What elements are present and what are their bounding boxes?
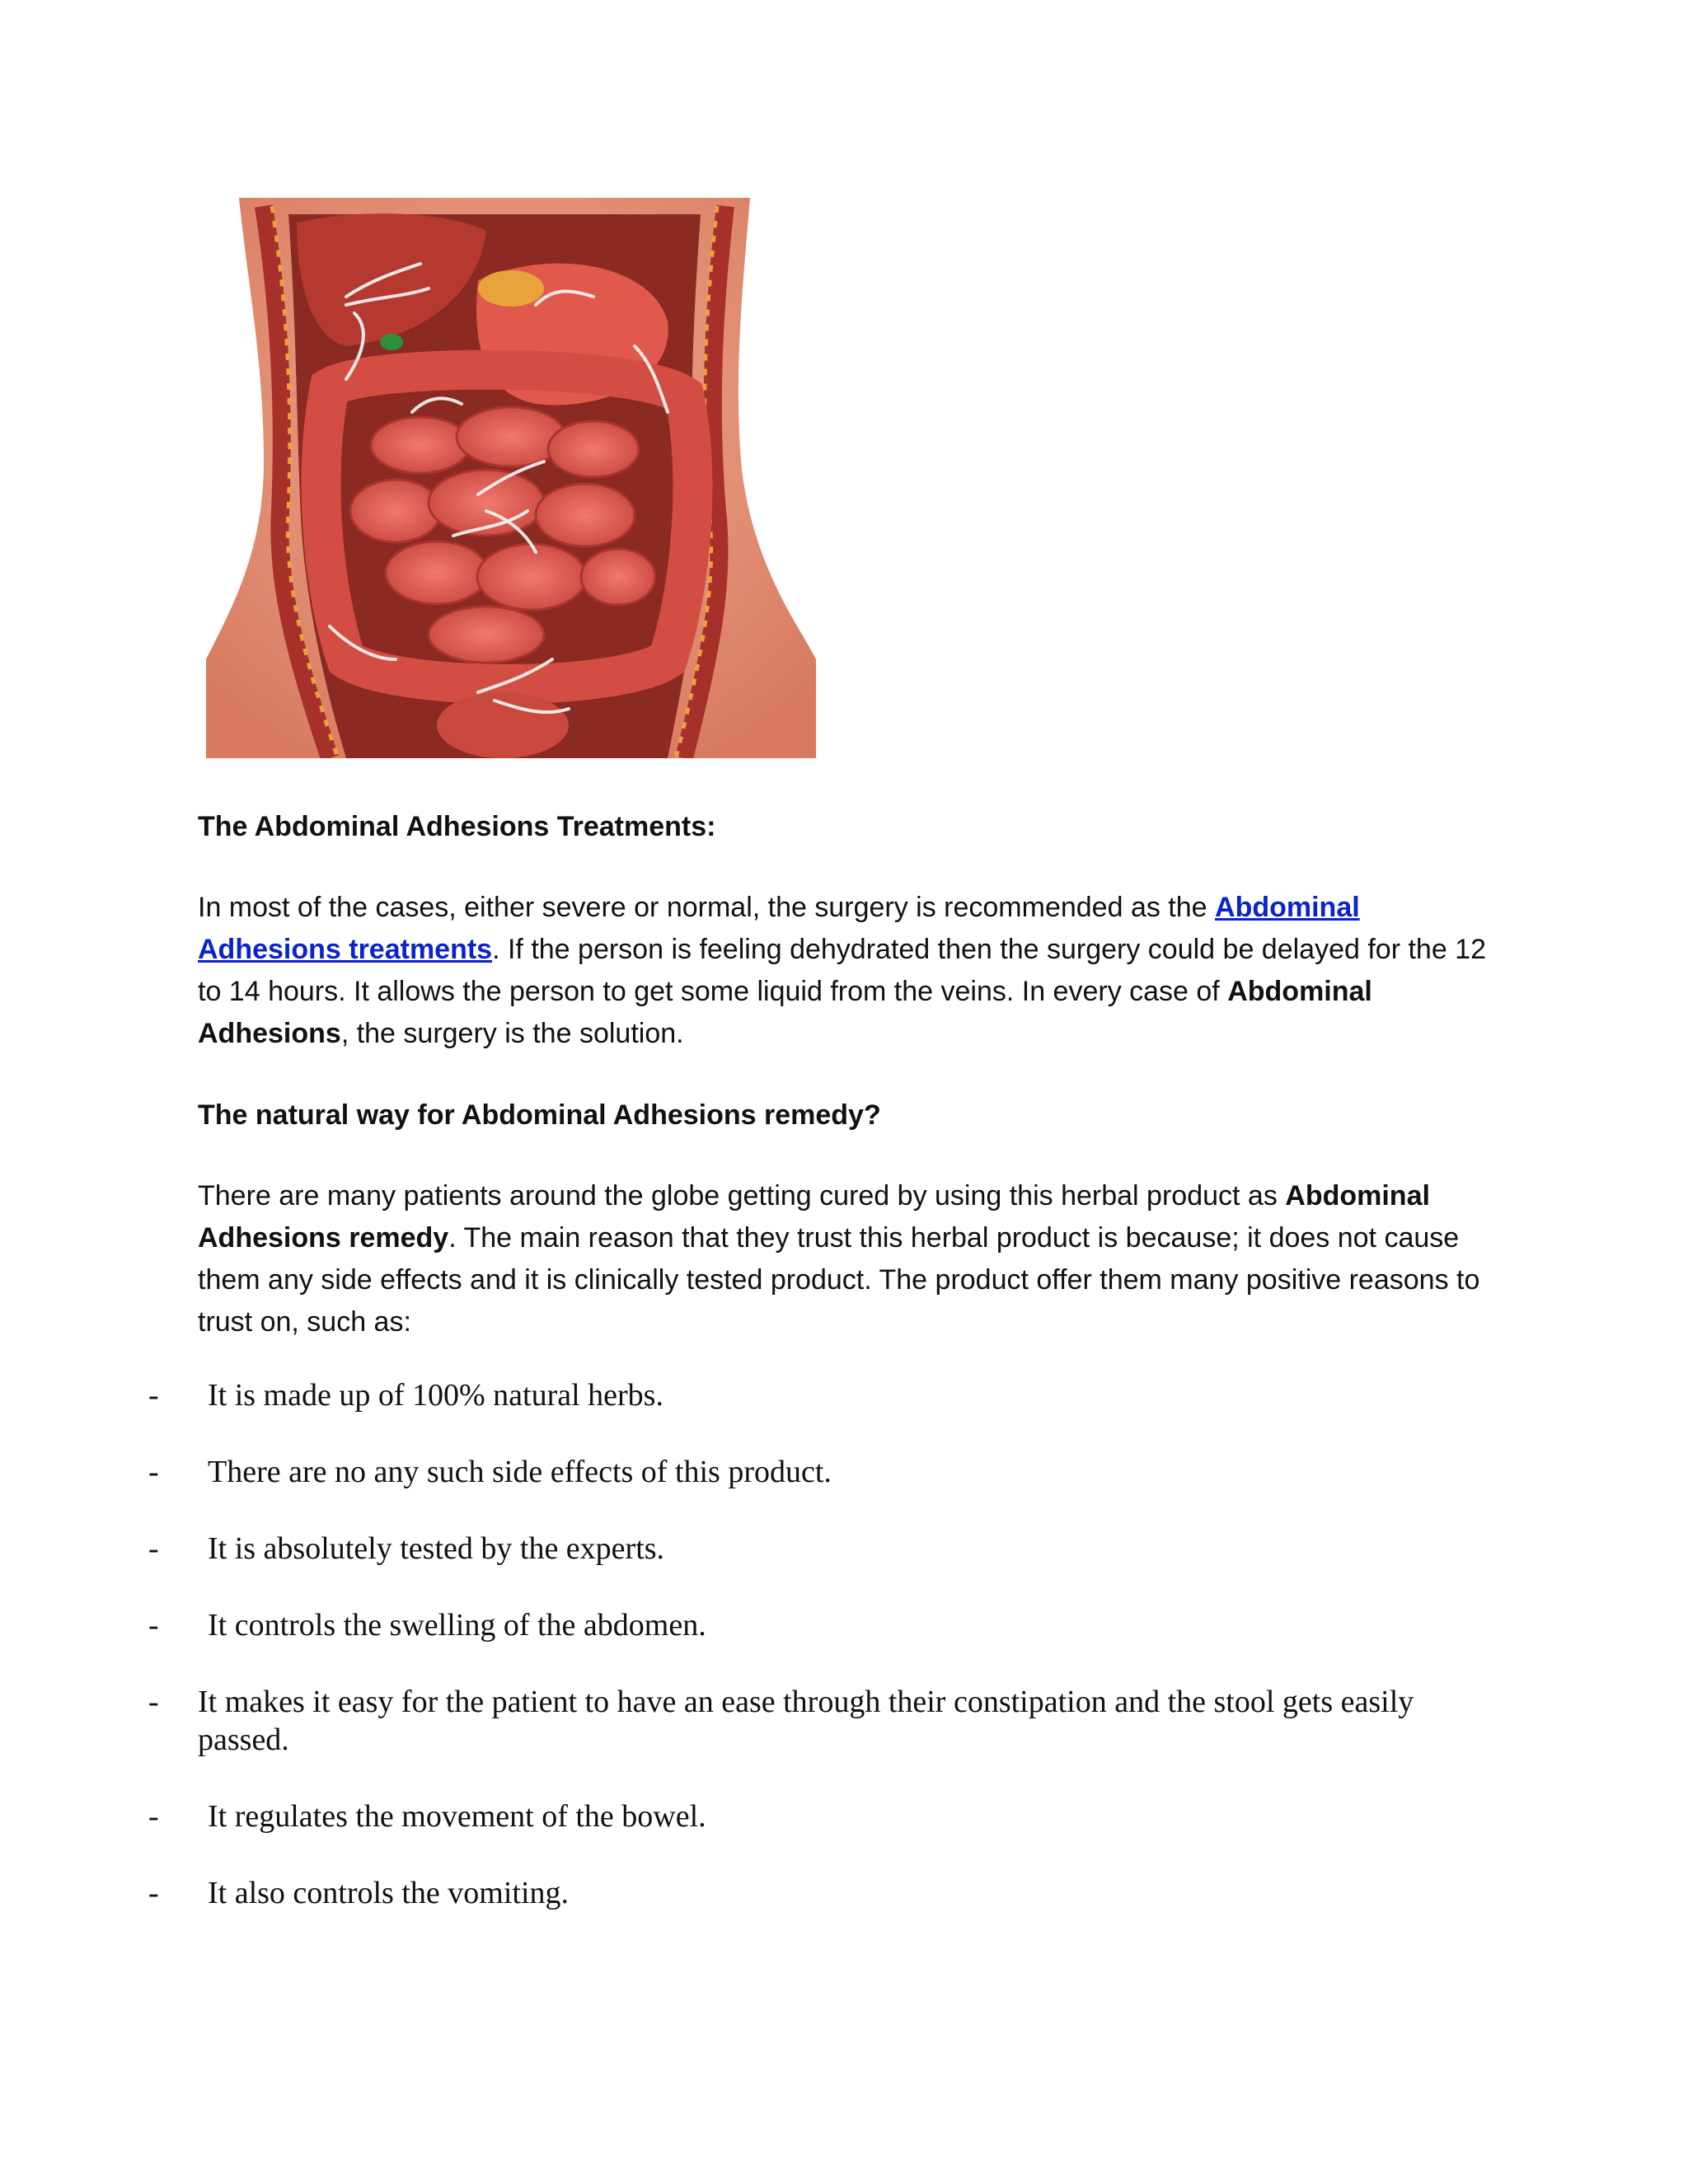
section-heading: The Abdominal Adhesions Treatments: bbox=[198, 811, 716, 842]
list-item bbox=[140, 1453, 1508, 1491]
list-item bbox=[140, 1683, 1508, 1759]
list-item-text: There are no any such side effects of this product. bbox=[208, 1455, 832, 1489]
section-2-body bbox=[198, 1175, 1500, 1343]
list-item-text: It also controls the vomiting. bbox=[208, 1876, 570, 1910]
list-item bbox=[140, 1606, 1508, 1644]
list-item-text: It regulates the movement of the bowel. bbox=[208, 1799, 706, 1834]
list-item-text: It controls the swelling of the abdomen. bbox=[208, 1608, 706, 1643]
section-1-body bbox=[198, 887, 1500, 1055]
section-paragraph bbox=[198, 887, 1500, 1055]
bullet-dash: - bbox=[148, 1685, 159, 1719]
paragraph-text: . If the person is feeling dehydrated then the surgery could be delayed for the 12 to 14 hours. It allows the person to get some liquid from the veins. In every case of bbox=[198, 934, 1486, 1007]
bullet-dash: - bbox=[148, 1378, 159, 1413]
benefits-list bbox=[140, 1376, 1508, 1951]
list-item bbox=[140, 1874, 1508, 1912]
paragraph-text: . The main reason that they trust this herbal product is because; it does not cause them any side effects and it is clinically tested product. The product offer them many positive reasons to trust on, such as: bbox=[198, 1222, 1480, 1338]
bullet-dash: - bbox=[148, 1608, 159, 1643]
list-item-text: It is made up of 100% natural herbs. bbox=[208, 1378, 663, 1413]
section-2 bbox=[198, 1094, 1500, 1137]
abdominal-adhesions-illustration-icon bbox=[206, 198, 816, 758]
section-heading: The natural way for Abdominal Adhesions remedy? bbox=[198, 1099, 881, 1131]
bold-term: Abdominal Adhesions remedy bbox=[198, 1180, 1430, 1254]
list-item bbox=[140, 1797, 1508, 1835]
bullet-dash: - bbox=[148, 1876, 159, 1910]
section-paragraph bbox=[198, 1175, 1500, 1343]
bullet-dash: - bbox=[148, 1531, 159, 1566]
list-item bbox=[140, 1376, 1508, 1414]
paragraph-text: In most of the cases, either severe or normal, the surgery is recommended as the bbox=[198, 892, 1216, 923]
bullet-dash: - bbox=[148, 1455, 159, 1489]
list-item-text: It is absolutely tested by the experts. bbox=[208, 1531, 665, 1566]
list-item bbox=[140, 1530, 1508, 1568]
abdominal-adhesions-treatments-link[interactable]: Abdominal Adhesions treatments bbox=[198, 892, 1360, 965]
list-item-text: It makes it easy for the patient to have an ease through their constipation and the stool gets easily passed. bbox=[198, 1685, 1414, 1757]
paragraph-text: There are many patients around the globe getting cured by using this herbal product as bbox=[198, 1180, 1286, 1212]
bullet-dash: - bbox=[148, 1799, 159, 1834]
section-1 bbox=[198, 806, 1500, 848]
abdominal-illustration bbox=[206, 198, 816, 758]
paragraph-text: , the surgery is the solution. bbox=[340, 1018, 684, 1049]
bold-term: Abdominal Adhesions bbox=[198, 976, 1372, 1049]
